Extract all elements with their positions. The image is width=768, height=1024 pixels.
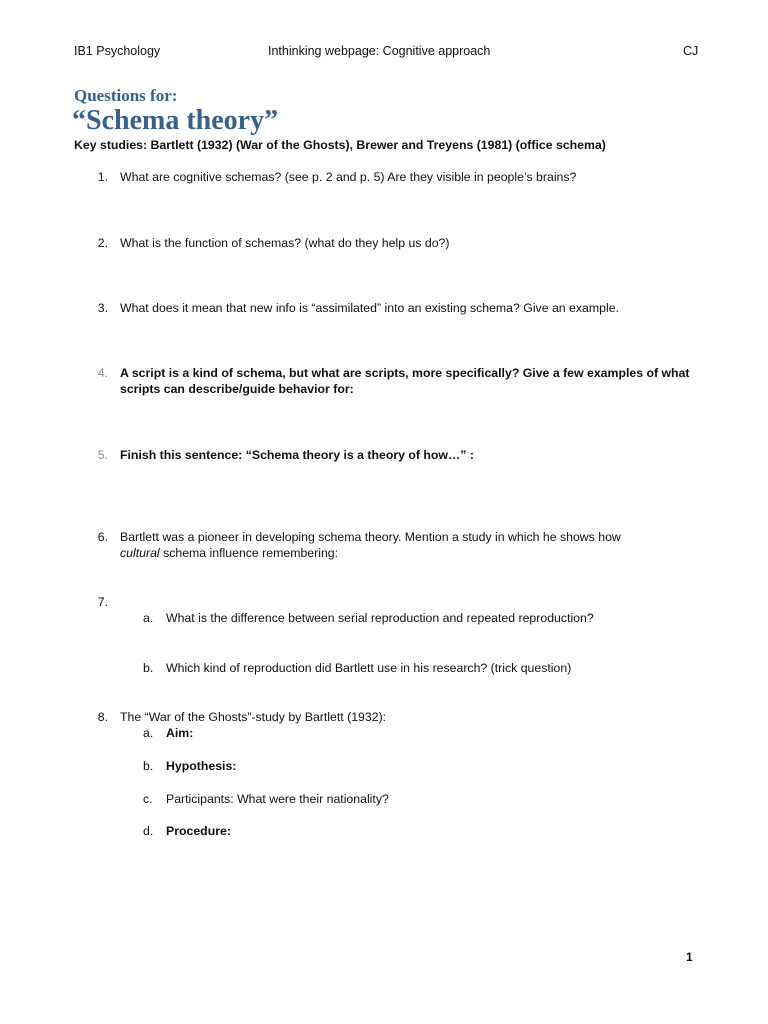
questions-for-heading: Questions for: <box>74 86 178 105</box>
key-studies-line: Key studies: Bartlett (1932) (War of the Ghosts), Brewer and Treyens (1981) (office schema) <box>74 138 606 152</box>
question-number: 6. <box>97 530 108 544</box>
question-text-cont: scripts can describe/guide behavior for: <box>120 382 354 396</box>
sub-question-text: What is the difference between serial reproduction and repeated reproduction? <box>166 611 594 625</box>
page-number: 1 <box>686 950 693 964</box>
question-text: What is the function of schemas? (what do they help us do?) <box>120 236 450 250</box>
header-topic: Inthinking webpage: Cognitive approach <box>268 44 491 58</box>
question-text: What are cognitive schemas? (see p. 2 and p. 5) Are they visible in people’s brains? <box>120 170 577 184</box>
question-number: 8. <box>97 710 108 724</box>
question-text: The “War of the Ghosts”-study by Bartlett (1932): <box>120 710 387 724</box>
question-number: 2. <box>97 236 108 250</box>
header-course: IB1 Psychology <box>74 44 161 58</box>
question-number: 7. <box>97 595 108 609</box>
question-text: A script is a kind of schema, but what are scripts, more specifically? Give a few examples of what <box>120 366 690 380</box>
page-title: “Schema theory” <box>72 105 279 136</box>
sub-question-letter: c. <box>143 792 153 806</box>
sub-question-text: Which kind of reproduction did Bartlett use in his research? (trick question) <box>166 661 572 675</box>
question-text-cont <box>120 546 338 560</box>
sub-question-text: Hypothesis: <box>166 759 237 773</box>
sub-question-letter: a. <box>143 726 154 740</box>
question-text: Finish this sentence: “Schema theory is a theory of how…” : <box>120 448 474 462</box>
question-number: 4. <box>97 366 108 380</box>
question-text: Bartlett was a pioneer in developing schema theory. Mention a study in which he shows how <box>120 530 621 544</box>
emphasis-cultural: cultural <box>120 546 160 560</box>
sub-question-letter: a. <box>143 611 154 625</box>
question-text: What does it mean that new info is “assimilated” into an existing schema? Give an example. <box>120 301 619 315</box>
question-number: 5. <box>97 448 108 462</box>
sub-question-letter: b. <box>143 759 154 773</box>
question-number: 3. <box>97 301 108 315</box>
sub-question-text: Procedure: <box>166 824 231 838</box>
sub-question-text: Aim: <box>166 726 194 740</box>
question-number: 1. <box>97 170 108 184</box>
header-initials: CJ <box>683 44 699 58</box>
sub-question-text: Participants: What were their nationality? <box>166 792 389 806</box>
question-text-rest: schema influence remembering: <box>159 546 339 560</box>
sub-question-letter: d. <box>143 824 154 838</box>
sub-question-letter: b. <box>143 661 154 675</box>
